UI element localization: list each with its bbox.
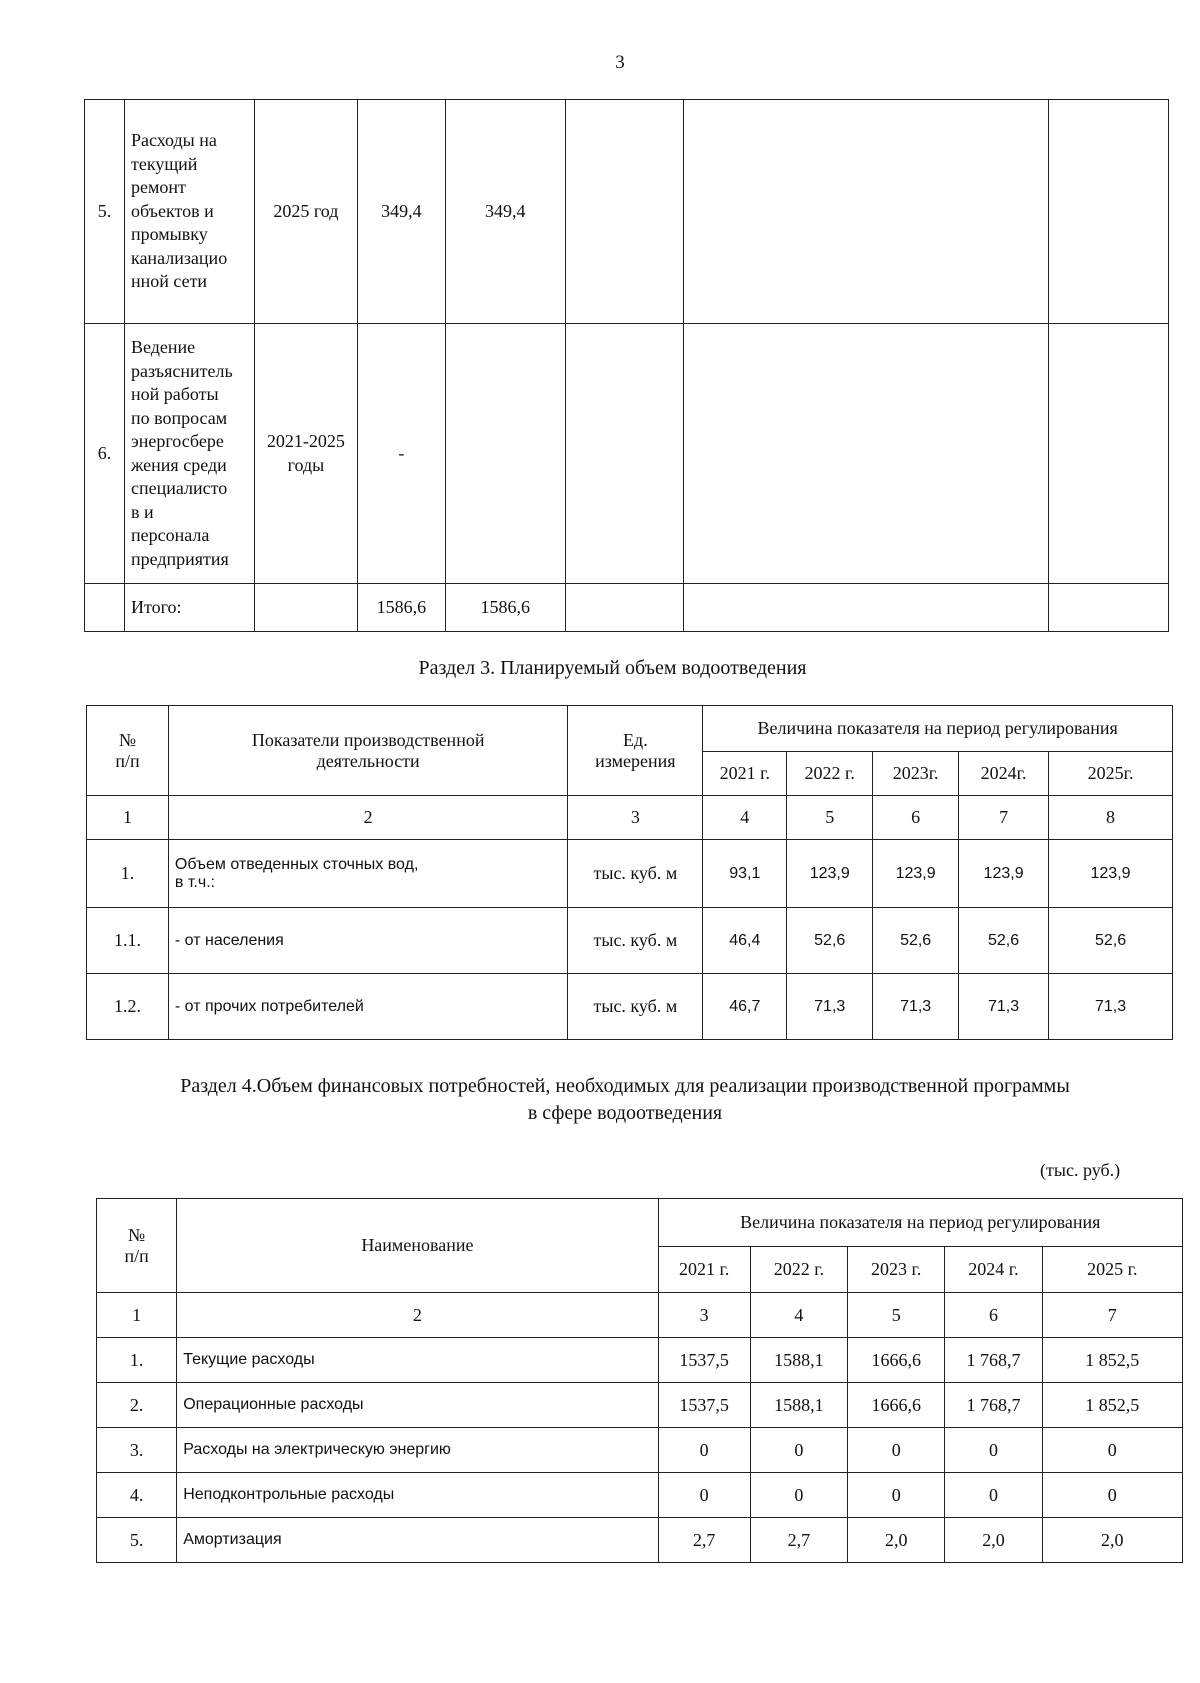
table-row	[97, 1428, 1183, 1473]
header-year: 2022 г.	[750, 1247, 847, 1293]
value: 123,9	[787, 840, 873, 908]
value: 52,6	[873, 908, 959, 974]
value: 1 768,7	[945, 1383, 1042, 1428]
value: 2,0	[1042, 1518, 1182, 1563]
measures-table	[84, 99, 1169, 632]
value: 123,9	[959, 840, 1049, 908]
total-label: Итого:	[124, 584, 254, 632]
value: 52,6	[787, 908, 873, 974]
header-year: 2021 г.	[703, 752, 787, 796]
measure-value-1: 349,4	[357, 100, 445, 324]
header-row	[87, 706, 1173, 752]
section4-title: Раздел 4.Объем финансовых потребностей, необходимых для реализации производственной программы в сфере водоотведения	[180, 1075, 1070, 1124]
header-unit: Ед. измерения	[568, 706, 703, 796]
row-number: 1.1.	[87, 908, 169, 974]
value: 93,1	[703, 840, 787, 908]
item-name: Текущие расходы	[177, 1338, 658, 1383]
header-year: 2021 г.	[658, 1247, 750, 1293]
empty-cell	[85, 584, 125, 632]
table-row	[85, 100, 1169, 324]
column-number: 1	[97, 1293, 177, 1338]
column-number: 6	[945, 1293, 1042, 1338]
value: 71,3	[1049, 974, 1173, 1040]
measure-value-2	[445, 324, 565, 584]
total-value-1: 1586,6	[357, 584, 445, 632]
column-number: 4	[750, 1293, 847, 1338]
item-name: Амортизация	[177, 1518, 658, 1563]
value: 123,9	[873, 840, 959, 908]
value: 2,7	[750, 1518, 847, 1563]
item-name: Неподконтрольные расходы	[177, 1473, 658, 1518]
row-number: 4.	[97, 1473, 177, 1518]
row-number: 2.	[97, 1383, 177, 1428]
section3-title: Раздел 3. Планируемый объем водоотведения	[418, 657, 807, 679]
measure-value-1: -	[357, 324, 445, 584]
page-number: 3	[615, 52, 625, 73]
value: 2,0	[848, 1518, 945, 1563]
table-row	[85, 324, 1169, 584]
value: 0	[945, 1428, 1042, 1473]
row-number: 1.2.	[87, 974, 169, 1040]
financial-needs-table	[96, 1198, 1183, 1563]
unit: тыс. куб. м	[568, 974, 703, 1040]
value: 1666,6	[848, 1383, 945, 1428]
value: 46,4	[703, 908, 787, 974]
column-number: 3	[658, 1293, 750, 1338]
column-number: 7	[959, 796, 1049, 840]
table-row	[97, 1338, 1183, 1383]
value: 2,7	[658, 1518, 750, 1563]
row-number: 5.	[97, 1518, 177, 1563]
measure-value-2: 349,4	[445, 100, 565, 324]
unit: тыс. куб. м	[568, 908, 703, 974]
empty-cell	[1049, 324, 1169, 584]
value: 2,0	[945, 1518, 1042, 1563]
column-numbers-row	[87, 796, 1173, 840]
column-numbers-row	[97, 1293, 1183, 1338]
column-number: 6	[873, 796, 959, 840]
column-number: 7	[1042, 1293, 1182, 1338]
header-year: 2025 г.	[1042, 1247, 1182, 1293]
total-value-2: 1586,6	[445, 584, 565, 632]
column-number: 4	[703, 796, 787, 840]
measure-period: 2021-2025 годы	[254, 324, 357, 584]
table-row	[97, 1518, 1183, 1563]
value: 71,3	[959, 974, 1049, 1040]
header-period-group: Величина показателя на период регулирования	[703, 706, 1173, 752]
value: 52,6	[959, 908, 1049, 974]
row-number: 5.	[85, 100, 125, 324]
value: 0	[848, 1473, 945, 1518]
item-name: Расходы на электрическую энергию	[177, 1428, 658, 1473]
item-name: Операционные расходы	[177, 1383, 658, 1428]
header-indicator: Показатели производственной деятельности	[168, 706, 568, 796]
value: 0	[1042, 1428, 1182, 1473]
header-num: № п/п	[97, 1199, 177, 1293]
indicator-name: - от прочих потребителей	[168, 974, 568, 1040]
value: 0	[750, 1428, 847, 1473]
total-row	[85, 584, 1169, 632]
row-number: 1.	[97, 1338, 177, 1383]
indicator-name: Объем отведенных сточных вод, в т.ч.:	[168, 840, 568, 908]
unit: тыс. куб. м	[568, 840, 703, 908]
empty-cell	[1049, 584, 1169, 632]
value: 0	[1042, 1473, 1182, 1518]
value: 0	[750, 1473, 847, 1518]
column-number: 2	[168, 796, 568, 840]
value: 1537,5	[658, 1338, 750, 1383]
measure-period: 2025 год	[254, 100, 357, 324]
value: 1 768,7	[945, 1338, 1042, 1383]
empty-cell	[1049, 100, 1169, 324]
header-period-group: Величина показателя на период регулирования	[658, 1199, 1182, 1247]
value: 1 852,5	[1042, 1383, 1182, 1428]
column-number: 8	[1049, 796, 1173, 840]
header-name: Наименование	[177, 1199, 658, 1293]
table-row	[97, 1473, 1183, 1518]
empty-cell	[565, 100, 683, 324]
value: 1588,1	[750, 1383, 847, 1428]
header-year: 2024 г.	[945, 1247, 1042, 1293]
header-row	[97, 1199, 1183, 1247]
unit-note: (тыс. руб.)	[1040, 1160, 1121, 1180]
table-row	[87, 908, 1173, 974]
empty-cell	[683, 100, 1049, 324]
value: 1588,1	[750, 1338, 847, 1383]
header-num: № п/п	[87, 706, 169, 796]
empty-cell	[683, 324, 1049, 584]
value: 46,7	[703, 974, 787, 1040]
column-number: 5	[848, 1293, 945, 1338]
empty-cell	[565, 584, 683, 632]
row-number: 6.	[85, 324, 125, 584]
column-number: 2	[177, 1293, 658, 1338]
value: 52,6	[1049, 908, 1173, 974]
header-year: 2024г.	[959, 752, 1049, 796]
header-year: 2025г.	[1049, 752, 1173, 796]
value: 0	[945, 1473, 1042, 1518]
measure-name: Расходы на текущий ремонт объектов и промывку канализацио нной сети	[124, 100, 254, 324]
row-number: 1.	[87, 840, 169, 908]
value: 0	[848, 1428, 945, 1473]
table-row	[97, 1383, 1183, 1428]
column-number: 3	[568, 796, 703, 840]
header-year: 2023г.	[873, 752, 959, 796]
table-row	[87, 840, 1173, 908]
table-row	[87, 974, 1173, 1040]
value: 123,9	[1049, 840, 1173, 908]
empty-cell	[254, 584, 357, 632]
empty-cell	[565, 324, 683, 584]
column-number: 5	[787, 796, 873, 840]
value: 1 852,5	[1042, 1338, 1182, 1383]
column-number: 1	[87, 796, 169, 840]
value: 0	[658, 1473, 750, 1518]
empty-cell	[683, 584, 1049, 632]
indicator-name: - от населения	[168, 908, 568, 974]
value: 1537,5	[658, 1383, 750, 1428]
row-number: 3.	[97, 1428, 177, 1473]
value: 0	[658, 1428, 750, 1473]
header-year: 2022 г.	[787, 752, 873, 796]
value: 1666,6	[848, 1338, 945, 1383]
measure-name: Ведение разъяснитель ной работы по вопросам энергосбере жения среди специалисто в и персонала предприятия	[124, 324, 254, 584]
value: 71,3	[873, 974, 959, 1040]
header-year: 2023 г.	[848, 1247, 945, 1293]
value: 71,3	[787, 974, 873, 1040]
wastewater-volume-table	[86, 705, 1173, 1040]
